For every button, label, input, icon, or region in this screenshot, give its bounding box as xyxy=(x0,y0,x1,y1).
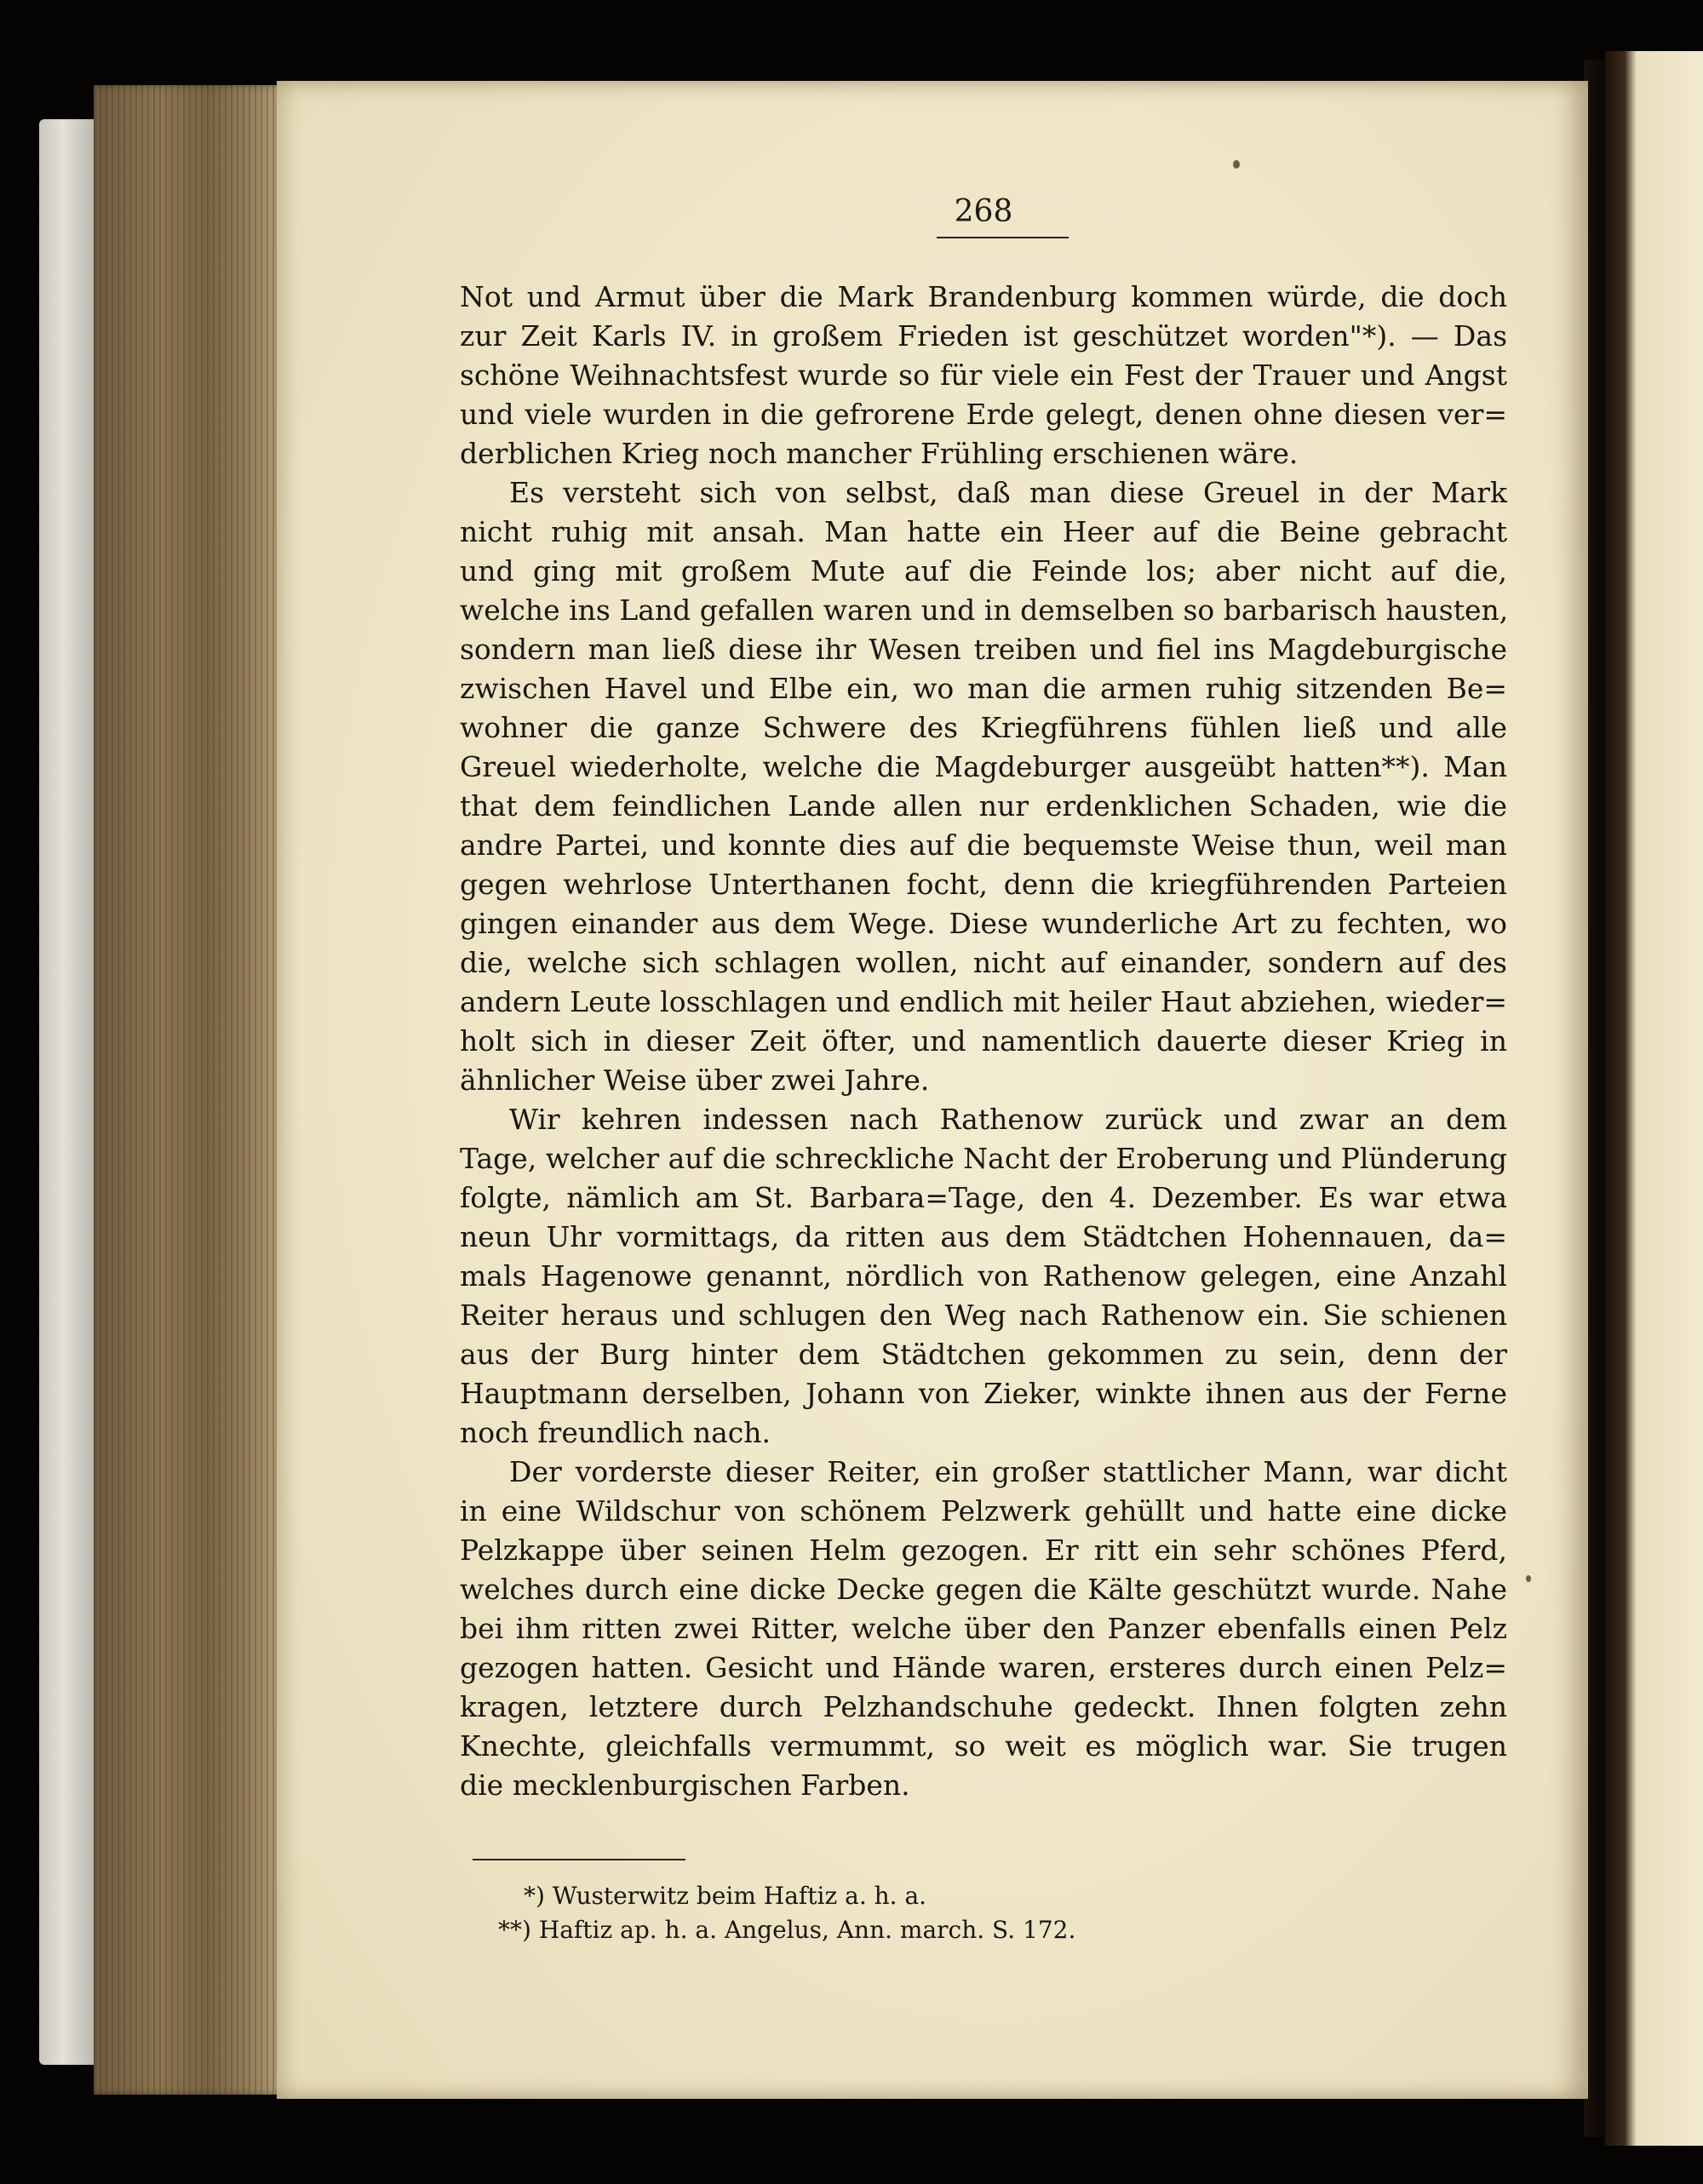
text-line: nicht ruhig mit ansah. Man hatte ein Heer auf die Beine gebracht xyxy=(460,515,1507,548)
footnotes xyxy=(498,1879,1375,1947)
text-line: Knechte, gleichfalls vermummt, so weit es möglich war. Sie trugen xyxy=(460,1729,1507,1763)
text-line: und viele wurden in die gefrorene Erde gelegt, denen ohne diesen ver= xyxy=(460,398,1507,431)
text-line: folgte, nämlich am St. Barbara=Tage, den 4. Dezember. Es war etwa xyxy=(460,1181,1507,1214)
text-line: schöne Weihnachtsfest wurde so für viele ein Fest der Trauer und Angst xyxy=(460,358,1507,392)
text-line: andre Partei, und konnte dies auf die bequemste Weise thun, weil man xyxy=(460,828,1507,862)
text-line: bei ihm ritten zwei Ritter, welche über den Panzer ebenfalls einen Pelz xyxy=(460,1612,1507,1645)
page-number: 268 xyxy=(954,194,1013,229)
text-line: die, welche sich schlagen wollen, nicht auf einander, sondern auf des xyxy=(460,946,1507,979)
body-text xyxy=(460,278,1507,1805)
text-line: derblichen Krieg noch mancher Frühling erschienen wäre. xyxy=(460,437,1299,470)
text-line: noch freundlich nach. xyxy=(460,1416,771,1449)
text-line: in eine Wildschur von schönem Pelzwerk gehüllt und hatte eine dicke xyxy=(460,1494,1507,1528)
footnote: **) Haftiz ap. h. a. Angelus, Ann. march. S. 172. xyxy=(498,1916,1076,1944)
text-line: gezogen hatten. Gesicht und Hände waren, ersteres durch einen Pelz= xyxy=(460,1651,1507,1684)
text-line: welche ins Land gefallen waren und in demselben so barbarisch hausten, xyxy=(460,593,1509,627)
text-line: Es versteht sich von selbst, daß man diese Greuel in der Mark xyxy=(509,476,1507,509)
text-line: Tage, welcher auf die schreckliche Nacht der Eroberung und Plünderung xyxy=(460,1142,1507,1175)
text-line: und ging mit großem Mute auf die Feinde los; aber nicht auf die, xyxy=(460,554,1507,588)
text-line: gingen einander aus dem Wege. Diese wunderliche Art zu fechten, wo xyxy=(460,907,1507,940)
facing-page-edge xyxy=(1605,51,1703,2146)
text-line: Wir kehren indessen nach Rathenow zurück und zwar an dem xyxy=(509,1103,1507,1136)
text-line: welches durch eine dicke Decke gegen die Kälte geschützt wurde. Nahe xyxy=(460,1573,1507,1606)
text-line: Der vorderste dieser Reiter, ein großer stattlicher Mann, war dicht xyxy=(509,1455,1507,1488)
paper-speck xyxy=(1233,160,1240,169)
text-line: that dem feindlichen Lande allen nur erdenklichen Schaden, wie die xyxy=(460,789,1507,823)
footnote-rule xyxy=(473,1859,685,1860)
footnote: *) Wusterwitz beim Haftiz a. h. a. xyxy=(524,1882,927,1910)
paper-speck xyxy=(1526,1575,1531,1582)
text-line: Not und Armut über die Mark Brandenburg kommen würde, die doch xyxy=(460,280,1507,313)
text-line: wohner die ganze Schwere des Kriegführens fühlen ließ und alle xyxy=(460,711,1507,744)
text-line: andern Leute losschlagen und endlich mit heiler Haut abziehen, wieder= xyxy=(460,985,1507,1018)
text-line: kragen, letztere durch Pelzhandschuhe gedeckt. Ihnen folgten zehn xyxy=(460,1690,1507,1723)
text-line: zwischen Havel und Elbe ein, wo man die armen ruhig sitzenden Be= xyxy=(460,672,1507,705)
text-line: sondern man ließ diese ihr Wesen treiben und fiel ins Magdeburgische xyxy=(460,633,1507,666)
book-cover-edge xyxy=(39,119,99,2065)
text-line: die mecklenburgischen Farben. xyxy=(460,1768,910,1802)
text-line: aus der Burg hinter dem Städtchen gekommen zu sein, denn der xyxy=(460,1338,1507,1371)
text-line: gegen wehrlose Unterthanen focht, denn die kriegführenden Parteien xyxy=(460,868,1507,901)
text-line: holt sich in dieser Zeit öfter, und namentlich dauerte dieser Krieg in xyxy=(460,1024,1507,1058)
text-line: Greuel wiederholte, welche die Magdeburger ausgeübt hatten**). Man xyxy=(460,750,1507,783)
text-line: zur Zeit Karls IV. in großem Frieden ist geschützet worden"*). — Das xyxy=(460,319,1507,353)
text-line: neun Uhr vormittags, da ritten aus dem Städtchen Hohennauen, da= xyxy=(460,1220,1507,1253)
text-line: mals Hagenowe genannt, nördlich von Rathenow gelegen, eine Anzahl xyxy=(460,1259,1507,1293)
text-line: Pelzkappe über seinen Helm gezogen. Er ritt ein sehr schönes Pferd, xyxy=(460,1533,1507,1567)
header-rule xyxy=(937,237,1069,238)
text-line: ähnlicher Weise über zwei Jahre. xyxy=(460,1063,930,1097)
page-block-edges xyxy=(94,85,285,2095)
text-line: Hauptmann derselben, Johann von Zieker, winkte ihnen aus der Ferne xyxy=(460,1377,1507,1410)
text-line: Reiter heraus und schlugen den Weg nach Rathenow ein. Sie schienen xyxy=(460,1298,1507,1332)
